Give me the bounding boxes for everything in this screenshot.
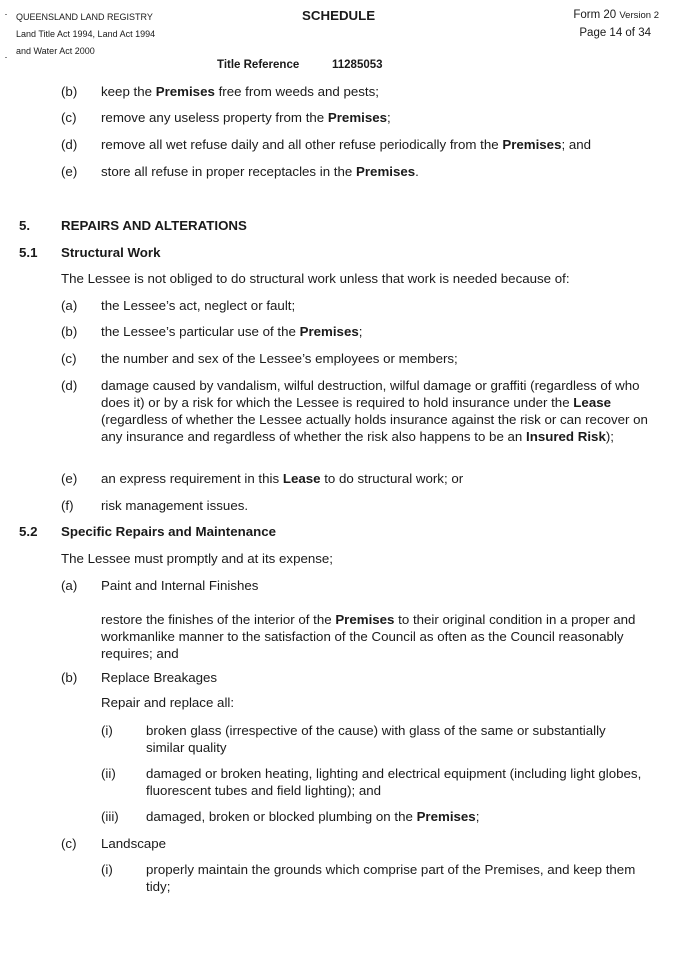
subsection-title: Specific Repairs and Maintenance [61,524,277,539]
act-line-2: and Water Act 2000 [16,46,95,56]
list-item-text: the number and sex of the Lessee’s employees or members; [101,351,458,366]
list-item-text: store all refuse in proper receptacles in the Premises. [101,164,419,179]
list-item-text: remove any useless property from the Premises; [101,110,391,125]
list-item-label: (a) [61,298,78,313]
sub-item-label: (i) [101,723,113,738]
list-item-label: (b) [61,324,78,339]
sub-item-text: broken glass (irrespective of the cause) with glass of the same or substantially similar quality [146,723,606,755]
list-item-text: keep the Premises free from weeds and pests; [101,84,379,99]
list-item-heading: Replace Breakages [101,670,218,685]
title-reference-label: Title Reference [217,59,300,71]
sub-item-label: (iii) [101,809,119,824]
paragraph: restore the finishes of the interior of the Premises to their original condition in a proper and workmanlike manner to the satisfaction of the Council as often as the Council reasonably requires; and [101,612,636,661]
sub-item-text: damaged, broken or blocked plumbing on the Premises; [146,809,480,824]
list-item-heading: Paint and Internal Finishes [101,578,259,593]
title-reference-value: 11285053 [332,59,383,71]
list-item-text: the Lessee’s act, neglect or fault; [101,298,296,313]
list-item-label: (b) [61,670,78,685]
subsection-title: Structural Work [61,245,161,260]
section-title: REPAIRS AND ALTERATIONS [61,218,247,233]
list-item-text: an express requirement in this Lease to do structural work; or [101,471,464,486]
sub-item-label: (i) [101,862,113,877]
scan-speck [5,14,7,15]
schedule-heading: SCHEDULE [302,8,376,23]
list-item-label: (f) [61,498,74,513]
form-label [573,9,659,21]
form-number: Form 20 [573,9,617,21]
list-item-label: (c) [61,351,77,366]
list-item-label: (e) [61,471,78,486]
paragraph: The Lessee must promptly and at its expense; [61,551,333,566]
act-line-1: Land Title Act 1994, Land Act 1994 [16,29,156,39]
list-item-label: (d) [61,137,78,152]
list-item-label: (b) [61,84,78,99]
list-item-label: (c) [61,836,77,851]
form-version: Version 2 [619,10,659,21]
paragraph: Repair and replace all: [101,695,235,710]
list-item-heading: Landscape [101,836,167,851]
sub-item-text: properly maintain the grounds which comprise part of the Premises, and keep them tidy; [146,862,636,894]
list-item-text: the Lessee’s particular use of the Premises; [101,324,363,339]
paragraph: The Lessee is not obliged to do structural work unless that work is needed because of: [61,271,570,286]
sub-item-text: damaged or broken heating, lighting and electrical equipment (including light globes, fluorescent tubes and field lighting); and [146,766,642,798]
subsection-number: 5.2 [19,524,38,539]
list-item-text: damage caused by vandalism, wilful destruction, wilful damage or graffiti (regardless of who does it) or by a risk for which the Lessee is required to hold insurance under the Lease (regardless of whether the Lessee actually holds insurance against the risk or can recover on any insurance and regardless of whether the risk also happens to be an Insured Risk); [101,378,648,444]
list-item-label: (d) [61,378,78,393]
scan-speck [5,57,7,58]
subsection-number: 5.1 [19,245,38,260]
list-item-label: (e) [61,164,78,179]
section-number: 5. [19,218,31,233]
list-item-text: remove all wet refuse daily and all other refuse periodically from the Premises; and [101,137,592,152]
page-number: Page 14 of 34 [579,27,651,39]
list-item-text: risk management issues. [101,498,249,513]
list-item-label: (c) [61,110,77,125]
registry-name: QUEENSLAND LAND REGISTRY [16,12,153,22]
sub-item-label: (ii) [101,766,116,781]
list-item-label: (a) [61,578,78,593]
